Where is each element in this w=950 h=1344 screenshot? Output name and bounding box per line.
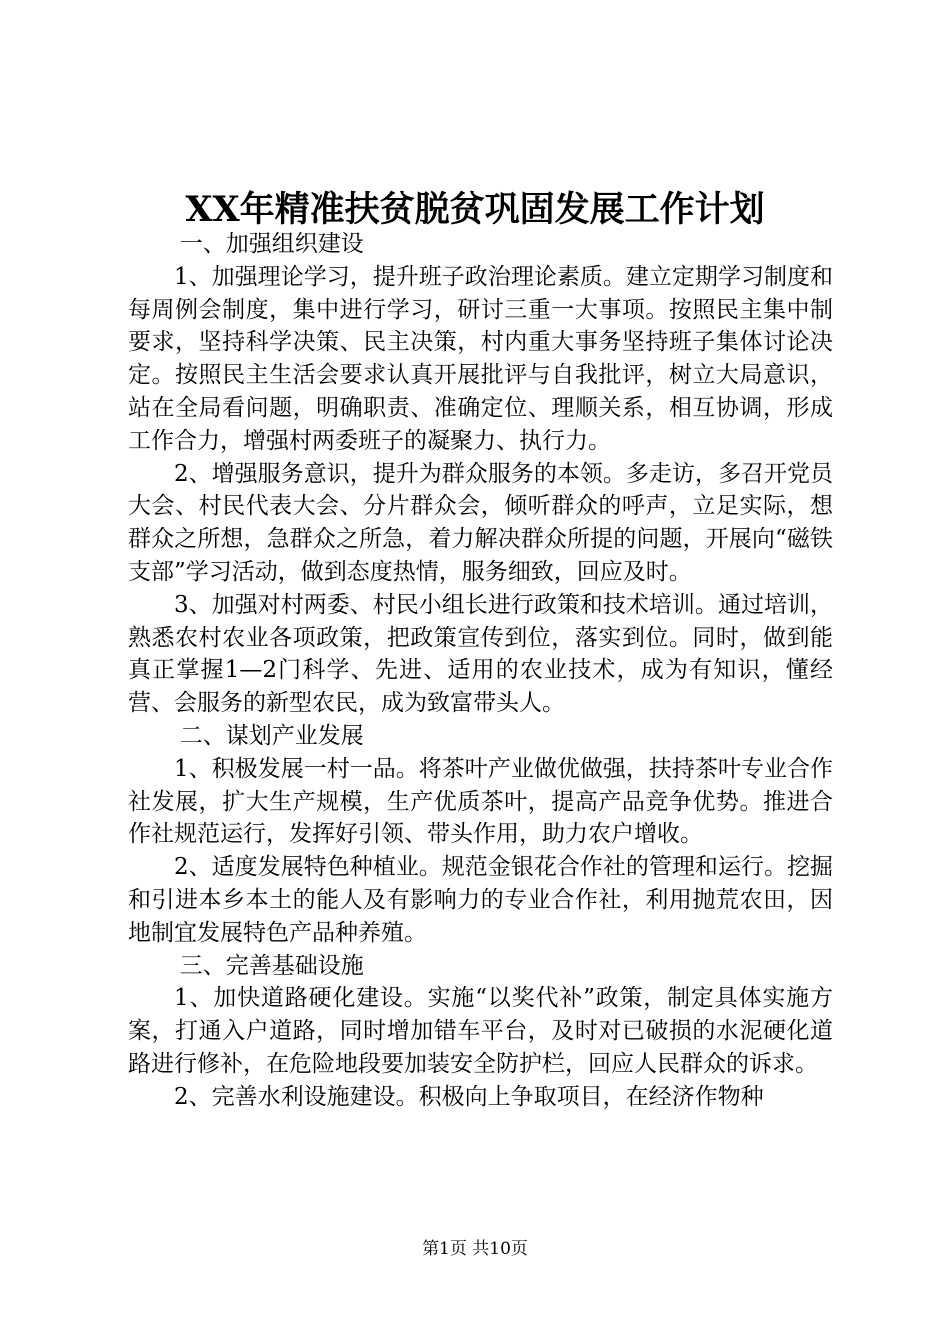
section-heading: 三、完善基础设施 xyxy=(179,952,364,979)
paragraph: 1、加快道路硬化建设。实施“以奖代补”政策，制定具体实施方案，打通入户道路，同时增加错车平台，及时对已破损的水泥硬化道路进行修补，在危险地段要加装安全防护栏，回应人民群众的诉求。 xyxy=(128,985,833,1077)
paragraph: 1、积极发展一村一品。将茶叶产业做优做强，扶持茶叶专业合作社发展，扩大生产规模，生产优质茶叶，提高产品竞争优势。推进合作社规范运行，发挥好引领、带头作用，助力农户增收。 xyxy=(128,755,833,848)
section-heading: 二、谋划产业发展 xyxy=(179,722,364,749)
paragraph: 3、加强对村两委、村民小组长进行政策和技术培训。通过培训，熟悉农村农业各项政策，把政策宣传到位，落实到位。同时，做到能真正掌握1—2门科学、先进、适用的农业技术，成为有知识，懂经营、会服务的新型农民，成为致富带头人。 xyxy=(128,591,833,717)
section-heading: 一、加强组织建设 xyxy=(179,231,364,257)
page-footer: 第1页 共10页 xyxy=(422,1239,528,1259)
paragraph: 1、加强理论学习，提升班子政治理论素质。建立定期学习制度和每周例会制度，集中进行学习，研讨三重一大事项。按照民主集中制要求，坚持科学决策、民主决策，村内重大事务坚持班子集体讨论决定。按照民主生活会要求认真开展批评与自我批评，树立大局意识，站在全局看问题，明确职责、准确定位、理顺关系，相互协调，形成工作合力，增强村两委班子的凝聚力、执行力。 xyxy=(128,263,833,454)
document-body xyxy=(128,228,833,1114)
paragraph: 2、完善水利设施建设。积极向上争取项目，在经济作物种 xyxy=(174,1083,764,1110)
paragraph: 2、增强服务意识，提升为群众服务的本领。多走访，多召开党员大会、村民代表大会、分片群众会，倾听群众的呼声，立足实际，想群众之所想，急群众之所急，着力解决群众所提的问题，开展向“磁铁支部”学习活动，做到态度热情，服务细致，回应及时。 xyxy=(128,460,833,585)
document-title: XX年精准扶贫脱贫巩固发展工作计划 xyxy=(185,189,765,230)
paragraph: 2、适度发展特色种植业。规范金银花合作社的管理和运行。挖掘和引进本乡本土的能人及有影响力的专业合作社，利用抛荒农田，因地制宜发展特色产品种养殖。 xyxy=(128,854,833,946)
